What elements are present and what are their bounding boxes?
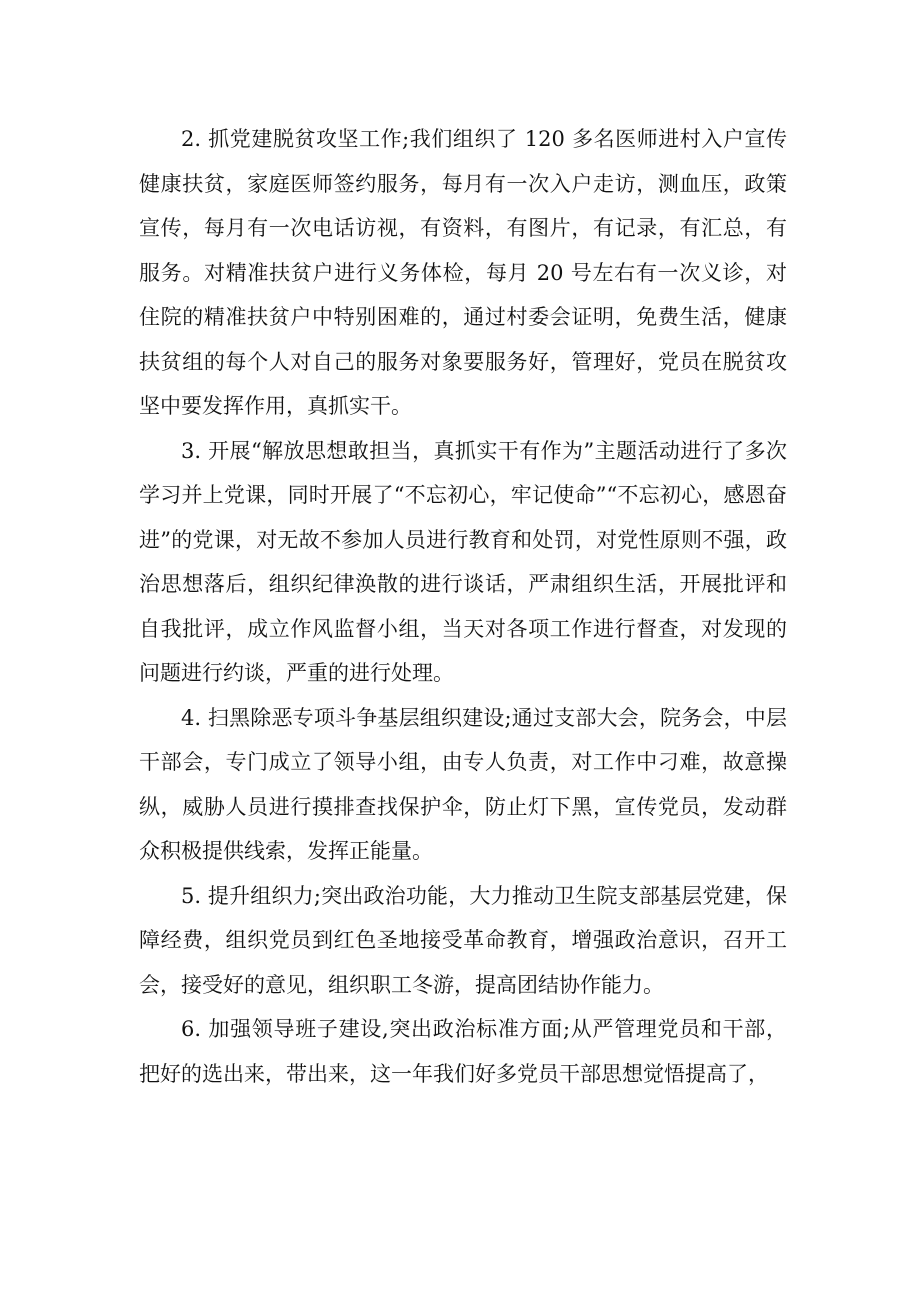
document-body [139,117,787,1096]
paragraph-4: 4. 扫黑除恶专项斗争基层组织建设;通过支部大会，院务会，中层干部会，专门成立了领导小组，由专人负责，对工作中刁难，故意操纵，威胁人员进行摸排查找保护伞，防止灯下黑，宣传党员，发动群众积极提供线索，发挥正能量。 [139,705,787,863]
paragraph-6: 6. 加强领导班子建设,突出政治标准方面;从严管理党员和干部，把好的选出来，带出来，这一年我们好多党员干部思想觉悟提高了， [139,1017,787,1086]
paragraph-2: 2. 抓党建脱贫攻坚工作;我们组织了 120 多名医师进村入户宣传健康扶贫，家庭医师签约服务，每月有一次入户走访，测血压，政策宣传，每月有一次电话访视，有资料，有图片，有记录，有汇总，有服务。对精准扶贫户进行义务体检，每月 20 号左右有一次义诊，对住院的精准扶贫户中特别困难的，通过村委会证明，免费生活，健康扶贫组的每个人对自己的服务对象要服务好，管理好，党员在脱贫攻坚中要发挥作用，真抓实干。 [139,127,787,418]
paragraph-3: 3. 开展“解放思想敢担当，真抓实干有作为”主题活动进行了多次学习并上党课，同时开展了“不忘初心，牢记使命”“不忘初心，感恩奋进”的党课，对无故不参加人员进行教育和处罚，对党性原则不强，政治思想落后，组织纪律涣散的进行谈话，严肃组织生活，开展批评和自我批评，成立作风监督小组，当天对各项工作进行督查，对发现的问题进行约谈，严重的进行处理。 [139,438,787,685]
paragraph-5: 5. 提升组织力;突出政治功能，大力推动卫生院支部基层党建，保障经费，组织党员到红色圣地接受革命教育，增强政治意识，召开工会，接受好的意见，组织职工冬游，提高团结协作能力。 [139,883,787,997]
